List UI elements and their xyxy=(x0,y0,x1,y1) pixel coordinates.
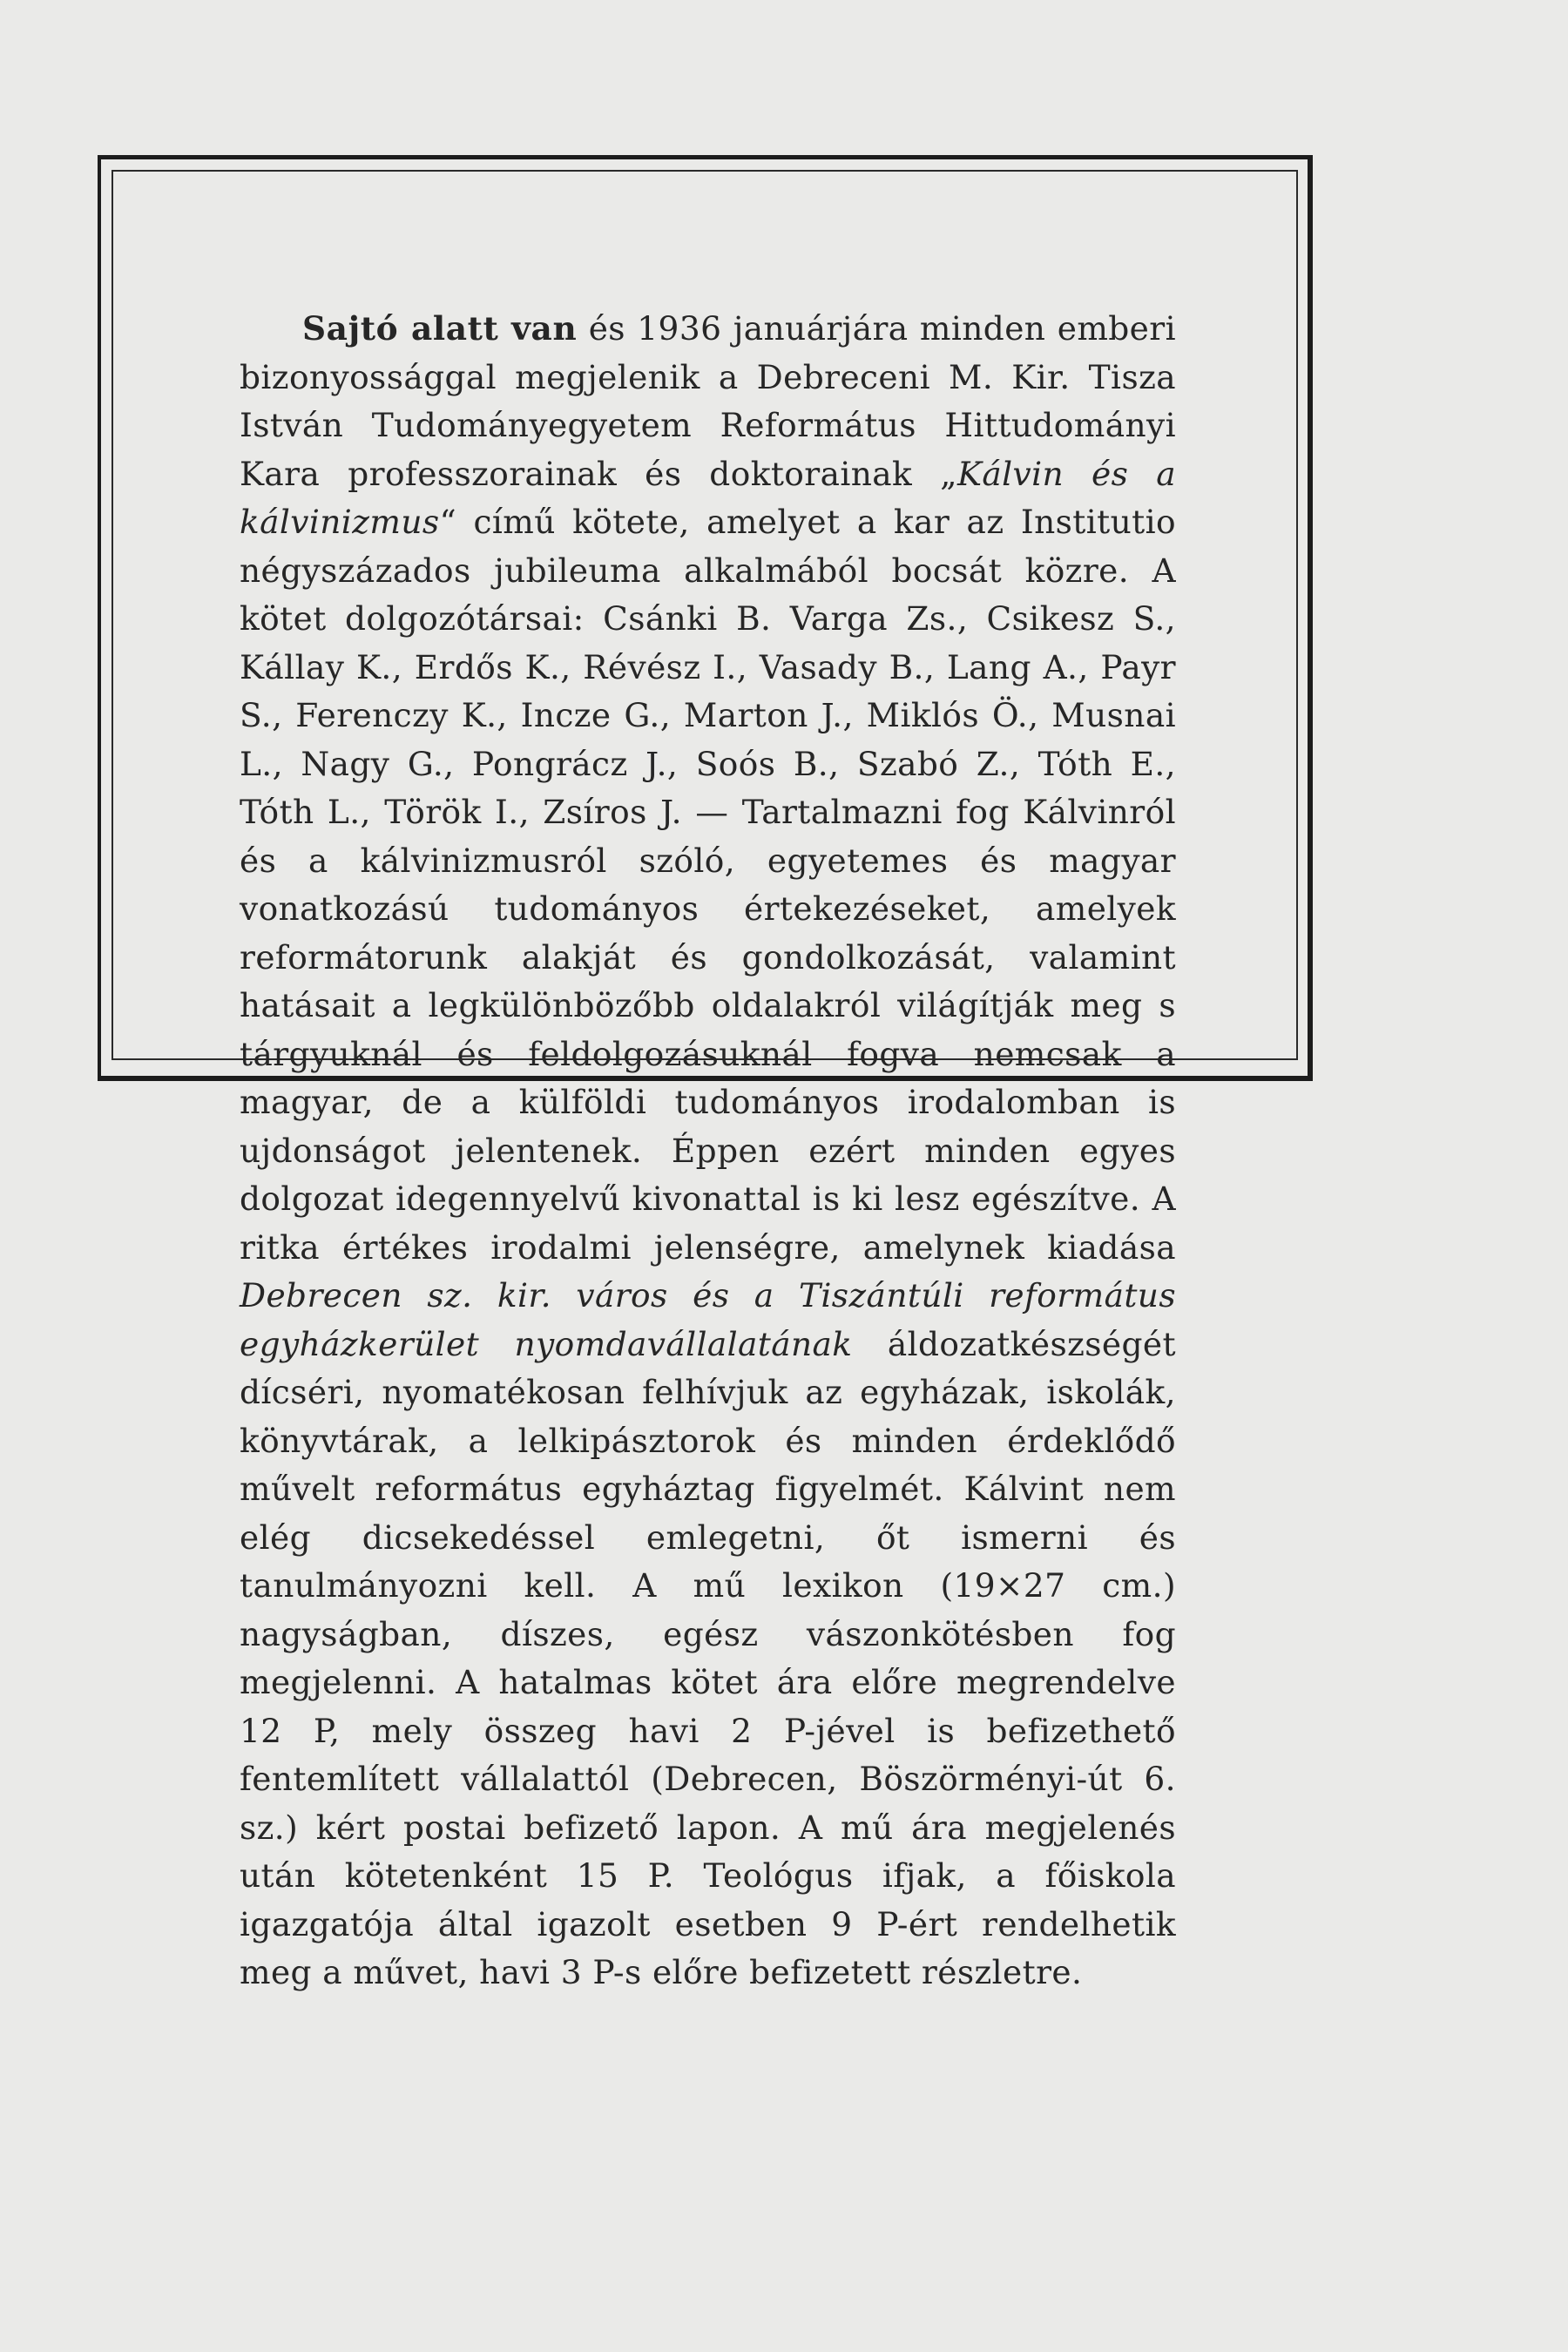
lead-phrase: Sajtó alatt van xyxy=(302,309,578,348)
text-part-1: és 1936 januárjára minden emberi bizonyossággal megjelenik a Debreceni M. Kir. Tisza István Tudományegyetem Református Hittudományi Kara professzorainak és doktorainak „ xyxy=(240,309,1176,493)
announcement-text xyxy=(240,305,1176,1997)
text-part-3: áldozatkészségét dícséri, nyomatékosan felhívjuk az egyházak, iskolák, könyvtárak, a lelkipásztorok és minden érdeklődő művelt református egyháztag figyelmét. Kálvint nem elég dicsekedéssel emlegetni, őt ismerni és tanulmányozni kell. A mű lexikon (19×27 cm.) nagyságban, díszes, egész vászonkötésben fog megjelenni. A hatalmas kötet ára előre megrendelve 12 P, mely összeg havi 2 P-jével is befizethető fentemlített vállalattól (Debrecen, Böszörményi-út 6. sz.) kért postai befizető lapon. A mű ára megjelenés után kötetenként 15 P. Teológus ifjak, a főiskola igazgatója által igazolt esetben 9 P-ért rendelhetik meg a művet, havi 3 P-s előre befizetett részletre. xyxy=(240,1324,1176,1991)
text-part-2: “ című kötete, amelyet a kar az Institutio négyszázados jubileuma alkalmából bocsát közre. A kötet dolgozótársai: Csánki B. Varga Zs., Csikesz S., Kállay K., Erdős K., Révész I., Vasady B., Lang A., Payr S., Ferenczy K., Incze G., Marton J., Miklós Ö., Musnai L., Nagy G., Pongrácz J., Soós B., Szabó Z., Tóth E., Tóth L., Török I., Zsíros J. — Tartalmazni fog Kálvinról és a kálvinizmusról szóló, egyetemes és magyar vonatkozású tudományos értekezéseket, amelyek reformátorunk alakját és gondolkozását, valamint hatásait a legkülönbözőbb oldalakról világítják meg s tárgyuknál és feldolgozásuknál fogva nemcsak a magyar, de a külföldi tudományos irodalomban is ujdonságot jelentenek. Éppen ezért minden egyes dolgozat idegennyelvű kivonattal is ki lesz egészítve. A ritka értékes irodalmi jelenségre, amelynek kiadása xyxy=(240,503,1176,1267)
publisher-name: Debrecen sz. kir. város és a Tiszántúli református egyházkerület nyomdavállalatának xyxy=(240,1276,1176,1363)
book-title: Kálvin és a kálvinizmus xyxy=(240,454,1176,541)
announcement-paragraph xyxy=(240,305,1176,1997)
